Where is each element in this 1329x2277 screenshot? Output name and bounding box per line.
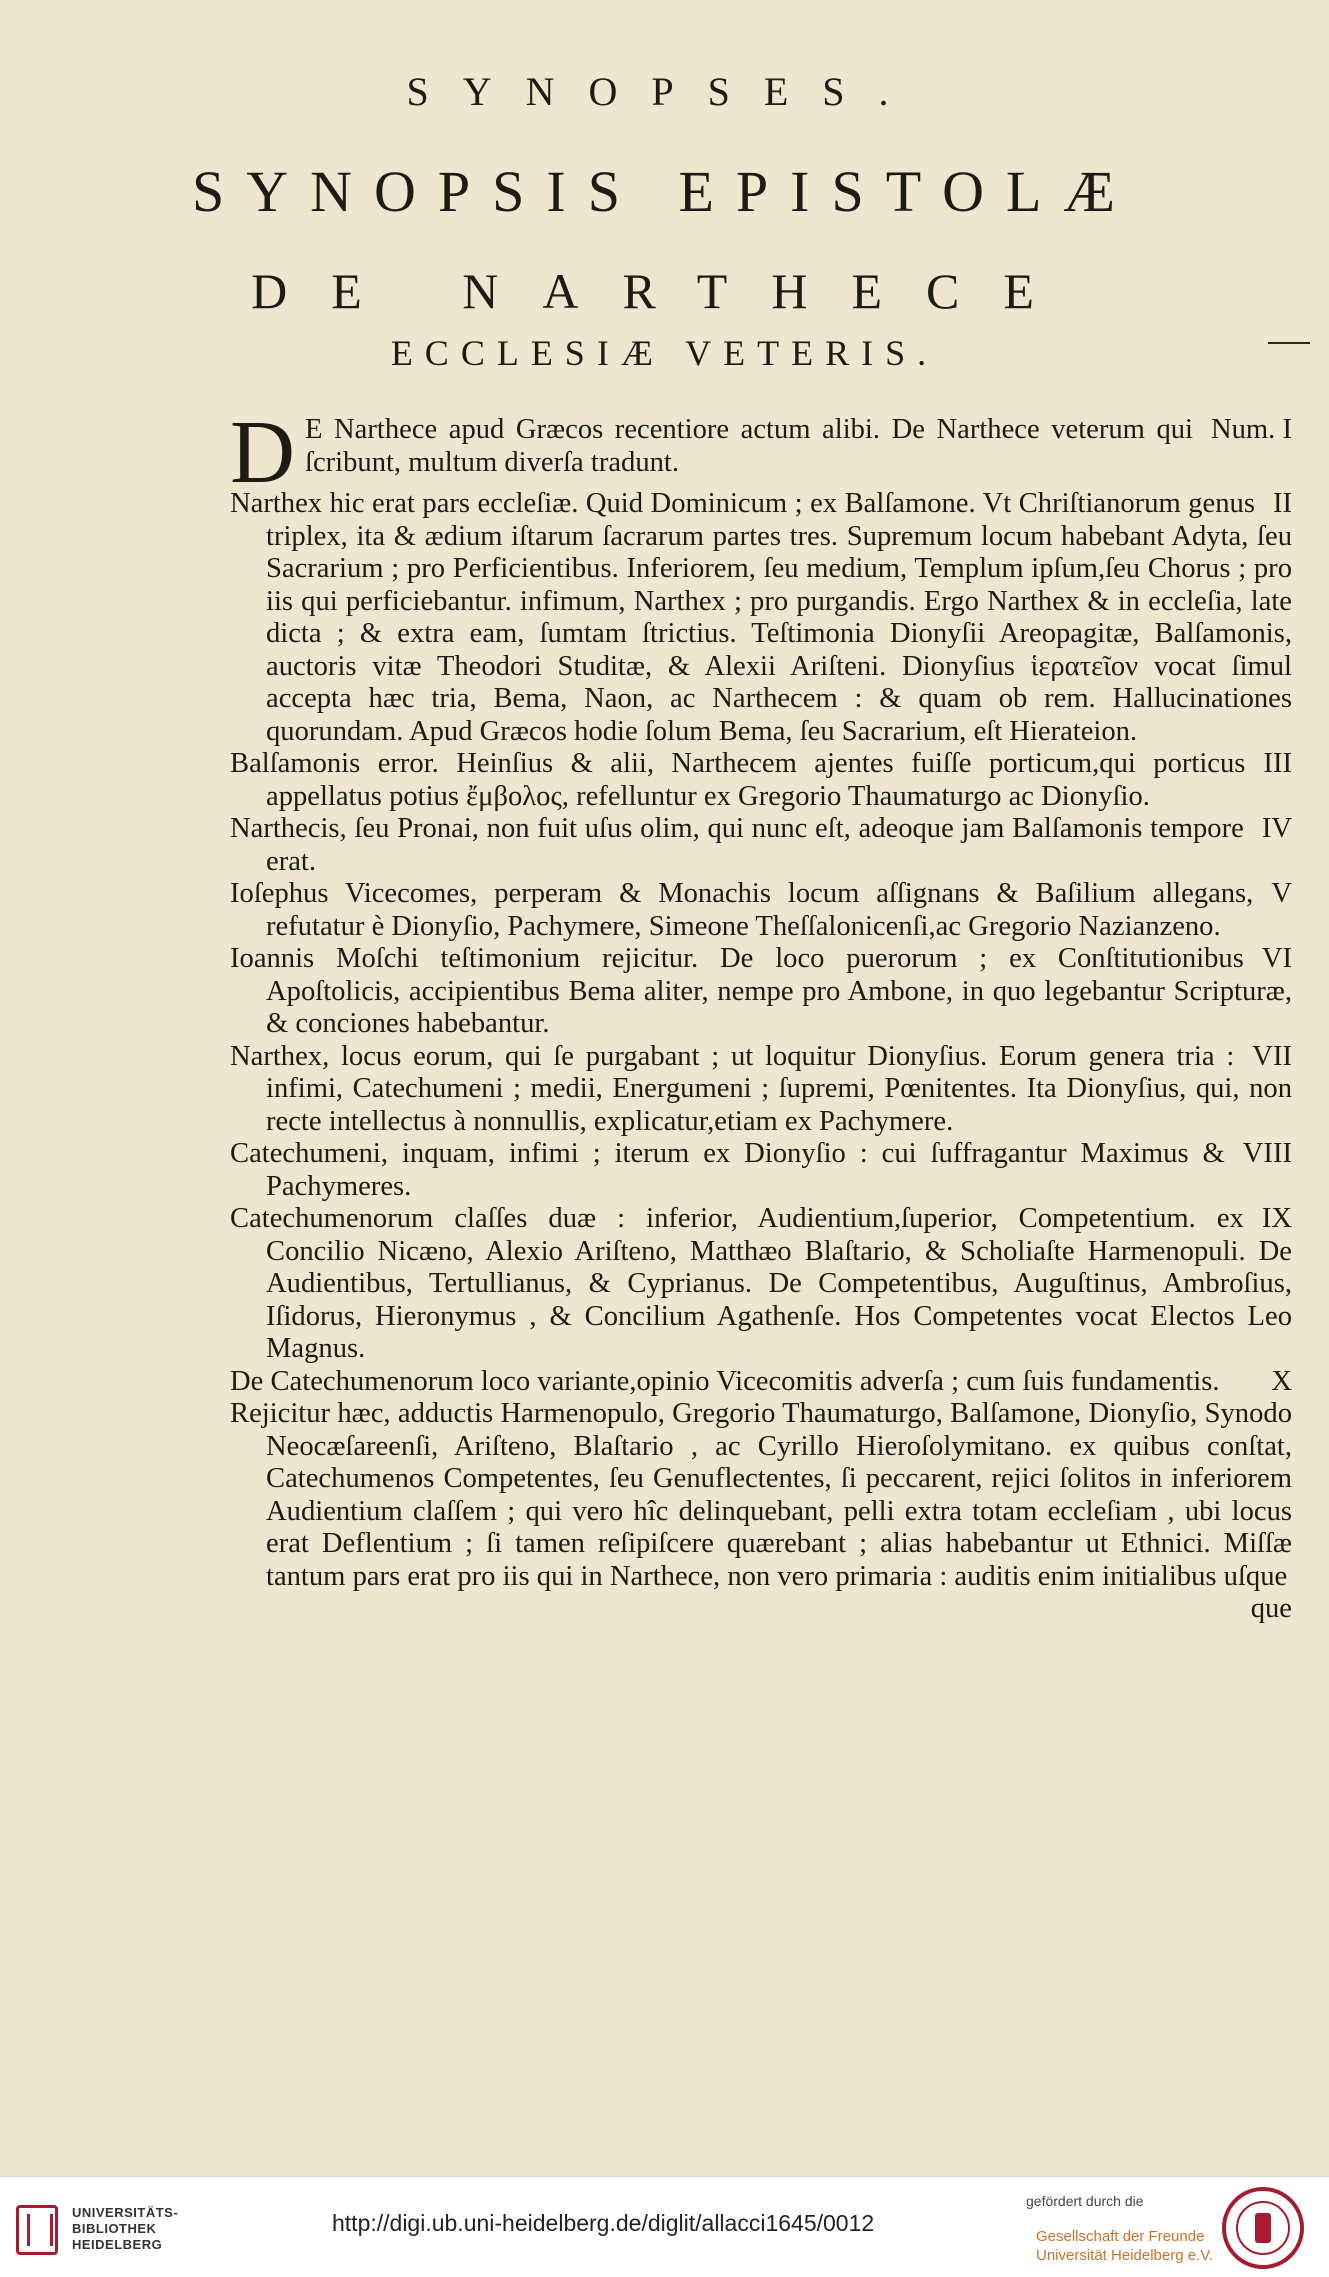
entry-text: Ioſephus Vicecomes, perperam & Monachis locum aſſignans & Baſilium allegans, refutatur è Dionyſio, Pachymere, Simeone Theſſalonicenſi,ac Gregorio Nazianzeno. (230, 878, 1254, 942)
entry-text: Balſamonis error. Heinſius & alii, Narthecem ajentes fuiſſe porticum,qui porticus appellatus potius ἔμβολος, refelluntur ex Gregorio Thaumaturgo ac Dionyſio. (230, 748, 1246, 812)
title-line-1: SYNOPSIS EPISTOLÆ (191, 159, 1138, 224)
margin-rule (1268, 342, 1310, 344)
synopsis-entry-3 (230, 748, 1292, 813)
entry-number: Num. I (1210, 414, 1292, 445)
synopsis-entry-11 (230, 1398, 1292, 1593)
library-logo-icon[interactable] (16, 2205, 58, 2255)
synopsis-entry-5 (230, 878, 1292, 943)
sponsor-name[interactable] (1036, 2227, 1213, 2265)
entry-text: Ioannis Moſchi teſtimonium rejicitur. De loco puerorum ; ex Conſtitutionibus Apoſtolicis, accipientibus Bema aliter, nempe pro Ambone, in quo legebantur Scripturæ, & conciones habebantur. (230, 943, 1292, 1039)
entry-text: Narthex hic erat pars eccleſiæ. Quid Dominicum ; ex Balſamone. Vt Chriſtianorum genus triplex, ita & ædium iſtarum ſacrarum partes tres. Supremum locum habebant Adyta, ſeu Sacrarium ; pro Perficientibus. Inferiorem, ſeu medium, Templum ipſum,ſeu Chorus ; pro iis qui perficiebantur. infimum, Narthex ; pro purgandis. Ergo Narthex & in eccleſia, late dicta ; & extra eam, ſumtam ſtrictius. Teſtimonia Dionyſii Areopagitæ, Balſamonis, auctoris vitæ Theodori Studitæ, & Alexii Ariſteni. Dionyſius ἱερατεῖον vocat ſimul accepta hæc tria, Bema, Naon, ac Narthecem : & quam ob rem. Hallucinationes quorundam. Apud Græcos hodie ſolum Bema, ſeu Sacrarium, eſt Hierateion. (230, 488, 1292, 747)
entry-text: Catechumenorum claſſes duæ : inferior, Audientium,ſuperior, Competentium. ex Concilio Nicæno, Alexio Ariſteno, Matthæo Blaſtario, & Scholiaſte Harmenopuli. De Audientibus, Tertullianus, & Cyprianus. De Competentibus, Auguſtinus, Ambroſius, Iſidorus, Hieronymus , & Concilium Agathenſe. Hos Competentes vocat Electos Leo Magnus. (230, 1203, 1292, 1364)
synopsis-entry-9 (230, 1203, 1292, 1366)
title-line-2: DE NARTHECE (251, 263, 1078, 319)
library-name-line-2: BIBLIOTHEK (72, 2221, 157, 2236)
catchword: que (1250, 1593, 1292, 1624)
synopsis-entry-6 (230, 943, 1292, 1041)
library-name-line-3: HEIDELBERG (72, 2237, 163, 2252)
library-name[interactable] (72, 2205, 178, 2253)
entry-text: E Narthece apud Græcos recentiore actum alibi. De Narthece veterum qui ſcribunt, multum diverſa tradunt. (305, 414, 1193, 478)
sponsor-intro: gefördert durch die (1026, 2193, 1144, 2209)
entry-number: V (1271, 878, 1292, 909)
entry-number: X (1271, 1365, 1292, 1397)
entry-text: Narthecis, ſeu Pronai, non fuit uſus olim, qui nunc eſt, adeoque jam Balſamonis tempore erat. (230, 813, 1244, 877)
entry-number: VIII (1242, 1138, 1292, 1169)
sponsor-line-2: Universität Heidelberg e.V. (1036, 2247, 1214, 2264)
synopsis-entry-7 (230, 1041, 1292, 1139)
entry-text: Rejicitur hæc, adductis Harmenopulo, Gregorio Thaumaturgo, Balſamone, Dionyſio, Synodo Neocæſareenſi, Ariſteno, Blaſtario , ac Cyrillo Hieroſolymitano. ex quibus conſtat, Catechumenos Competentes, ſeu Genuflectentes, ſi peccarent, rejici ſolitos in inferiorem Audientium claſſem ; qui vero hîc delinquebant, pelli extra totam eccleſiam , ubi locus erat Deflentium ; ſi tamen reſipiſcere quærebant ; alias habebantur ut Ethnici. Miſſæ tantum pars erat pro iis qui in Narthece, non vero primaria : auditis enim initialibus uſque (230, 1398, 1292, 1592)
title-line-3: ECCLESIÆ VETERIS. (390, 333, 939, 373)
synopsis-body (230, 403, 1292, 1626)
entry-text: Catechumeni, inquam, infimi ; iterum ex Dionyſio : cui ſuffragantur Maximus & Pachymeres. (230, 1138, 1225, 1202)
university-seal-icon[interactable] (1222, 2187, 1304, 2269)
entry-number: IX (1261, 1203, 1292, 1234)
synopsis-entry-2 (230, 488, 1292, 748)
sponsor-line-1: Gesellschaft der Freunde (1036, 2228, 1205, 2245)
entry-text: Narthex, locus eorum, qui ſe purgabant ; ut loquitur Dionyſius. Eorum genera tria : infimi, Catechumeni ; medii, Energumeni ; ſupremi, Pœnitentes. Ita Dionyſius, qui, non recte intellectus à nonnullis, explicatur,etiam ex Pachymere. (230, 1040, 1292, 1137)
entry-number: III (1263, 748, 1292, 779)
entry-number: VI (1261, 943, 1292, 974)
running-head: SYNOPSES. (406, 69, 923, 114)
entry-text: De Catechumenorum loco variante,opinio Vicecomitis adverſa ; cum ſuis fundamentis. (230, 1365, 1220, 1397)
entry-number: VII (1252, 1040, 1292, 1072)
synopsis-entry-4 (230, 813, 1292, 878)
entry-number: II (1272, 488, 1292, 519)
synopsis-entry-1 (230, 403, 1292, 502)
synopsis-entry-10 (230, 1366, 1292, 1399)
entry-number: IV (1261, 813, 1292, 844)
library-name-line-1: UNIVERSITÄTS- (72, 2205, 179, 2220)
drop-cap: D (230, 403, 295, 502)
permalink-url[interactable]: http://digi.ub.uni-heidelberg.de/diglit/allacci1645/0012 (332, 2210, 875, 2236)
synopsis-entry-8 (230, 1138, 1292, 1203)
